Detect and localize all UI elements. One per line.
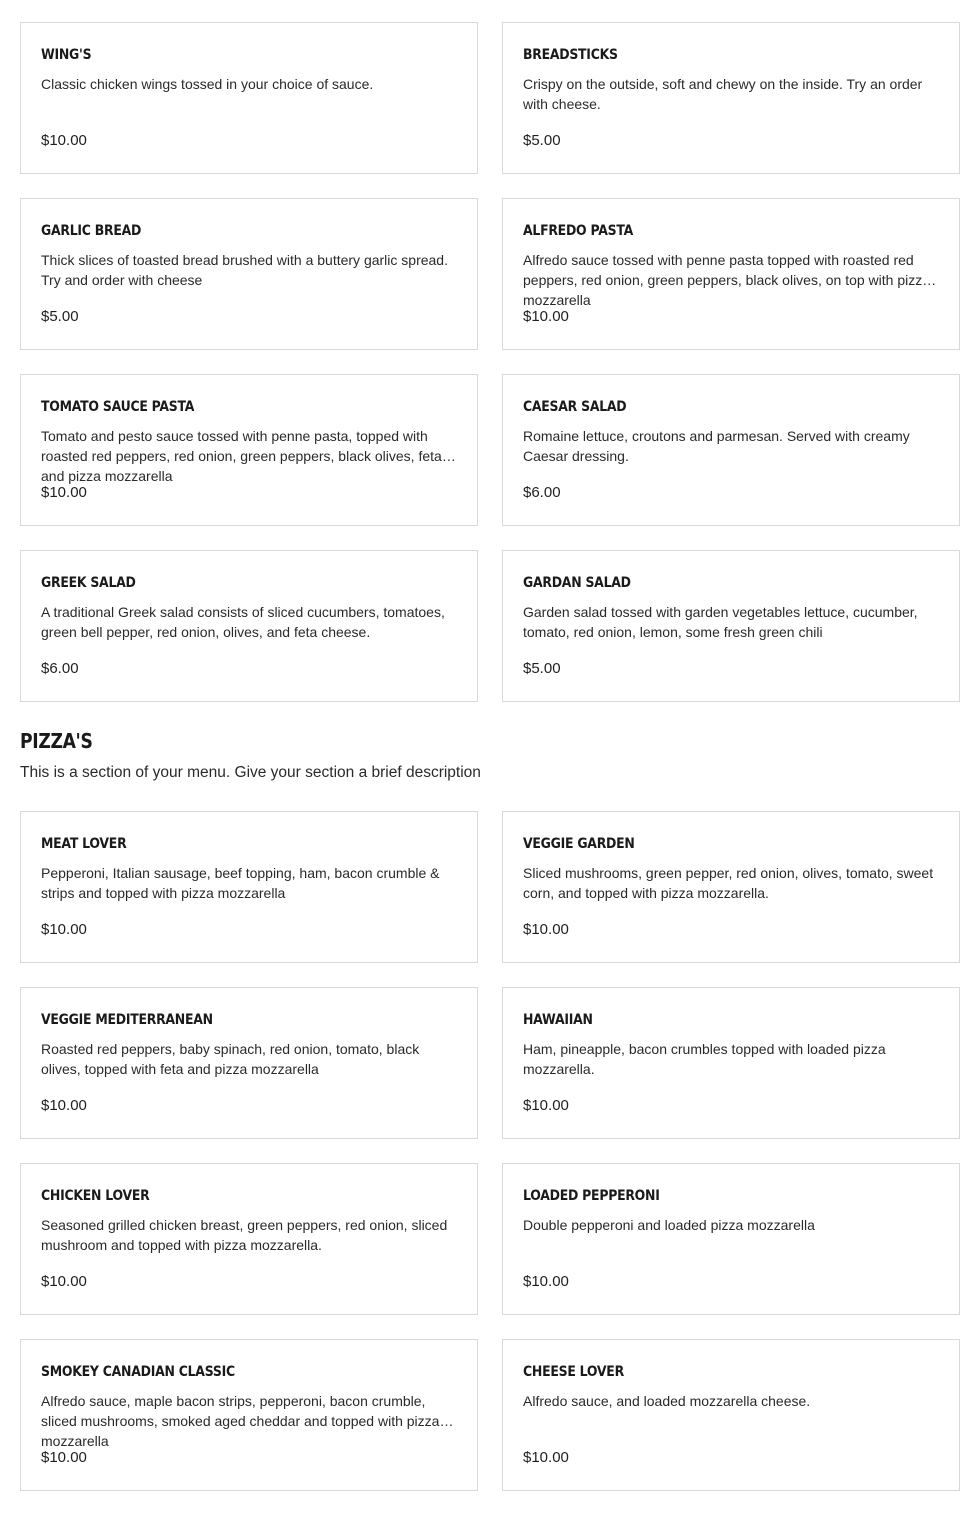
menu-item-price: $10.00 — [41, 132, 87, 149]
menu-item-card[interactable] — [502, 1163, 960, 1315]
menu-item-card[interactable] — [20, 374, 478, 526]
menu-item-name: LOADED PEPPERONI — [523, 1188, 660, 1204]
menu-item-name: BREADSTICKS — [523, 47, 618, 63]
menu-item-name: GREEK SALAD — [41, 575, 136, 591]
menu-item-description: Tomato and pesto sauce tossed with penne pasta, topped with roasted red peppers, red onion, green peppers, black olives, feta and pizza mozzarella — [41, 428, 442, 484]
menu-item-card[interactable] — [502, 987, 960, 1139]
menu-item-card[interactable] — [502, 22, 960, 174]
menu-item-description: Ham, pineapple, bacon crumbles topped with loaded pizza mozzarella. — [523, 1041, 886, 1077]
menu-item-description: Alfredo sauce tossed with penne pasta topped with roasted red peppers, red onion, green peppers, black olives, on top with pizza mozzarella — [523, 252, 931, 308]
menu-item-name: WING'S — [41, 47, 92, 63]
menu-item-card[interactable] — [502, 550, 960, 702]
menu-item-card[interactable] — [20, 811, 478, 963]
menu-item-card[interactable] — [20, 1163, 478, 1315]
menu-item-description: A traditional Greek salad consists of sliced cucumbers, tomatoes, green bell pepper, red onion, olives, and feta cheese. — [41, 604, 445, 640]
menu-item-name: GARLIC BREAD — [41, 223, 142, 239]
menu-item-price: $10.00 — [41, 484, 87, 501]
menu-item-price: $10.00 — [523, 1273, 569, 1290]
menu-item-card[interactable] — [502, 811, 960, 963]
menu-item-price: $10.00 — [523, 308, 569, 325]
menu-item-card[interactable] — [502, 374, 960, 526]
menu-item-card[interactable] — [20, 198, 478, 350]
menu-item-card[interactable] — [20, 1339, 478, 1491]
menu-item-name: VEGGIE GARDEN — [523, 836, 635, 852]
menu-item-card[interactable] — [20, 550, 478, 702]
menu-item-price: $10.00 — [41, 1273, 87, 1290]
menu-item-description: Pepperoni, Italian sausage, beef topping, ham, bacon crumble & strips and topped with pizza mozzarella — [41, 865, 440, 901]
menu-item-description: Thick slices of toasted bread brushed with a buttery garlic spread. Try and order with cheese — [41, 252, 448, 288]
menu-item-description: Sliced mushrooms, green pepper, red onion, olives, tomato, sweet corn, and topped with pizza mozzarella. — [523, 865, 934, 901]
menu-item-name: ALFREDO PASTA — [523, 223, 633, 239]
menu-items-grid — [20, 22, 960, 702]
menu-item-name: GARDAN SALAD — [523, 575, 631, 591]
menu-item-price: $5.00 — [41, 308, 79, 325]
menu-item-name: SMOKEY CANADIAN CLASSIC — [41, 1364, 235, 1380]
pizza-items-grid — [20, 811, 960, 1491]
menu-item-description: Romaine lettuce, croutons and parmesan. Served with creamy Caesar dressing. — [523, 428, 910, 464]
menu-item-name: CHEESE LOVER — [523, 1364, 624, 1380]
menu-item-price: $5.00 — [523, 132, 561, 149]
pizza-section-header — [20, 729, 960, 783]
menu-item-price: $10.00 — [523, 1449, 569, 1466]
menu-item-price: $10.00 — [523, 1097, 569, 1114]
menu-item-price: $5.00 — [523, 660, 561, 677]
section-title: PIZZA'S — [20, 729, 93, 753]
menu-item-price: $6.00 — [41, 660, 79, 677]
menu-item-description: Seasoned grilled chicken breast, green peppers, red onion, sliced mushroom and topped with pizza mozzarella. — [41, 1217, 448, 1253]
menu-item-card[interactable] — [20, 22, 478, 174]
menu-item-name: CAESAR SALAD — [523, 399, 627, 415]
menu-item-description: Alfredo sauce, maple bacon strips, pepperoni, bacon crumble, sliced mushrooms, smoked aged cheddar and topped with pizza mozzarella — [41, 1393, 440, 1449]
menu-item-description: Classic chicken wings tossed in your choice of sauce. — [41, 76, 374, 92]
menu-item-description: Alfredo sauce, and loaded mozzarella cheese. — [523, 1393, 811, 1409]
menu-item-price: $10.00 — [41, 1097, 87, 1114]
menu-item-card[interactable] — [502, 1339, 960, 1491]
menu-item-price: $10.00 — [523, 921, 569, 938]
menu-item-card[interactable] — [20, 987, 478, 1139]
menu-item-name: TOMATO SAUCE PASTA — [41, 399, 195, 415]
menu-item-card[interactable] — [502, 198, 960, 350]
menu-item-name: HAWAIIAN — [523, 1012, 593, 1028]
menu-item-name: VEGGIE MEDITERRANEAN — [41, 1012, 213, 1028]
menu-item-description: Roasted red peppers, baby spinach, red onion, tomato, black olives, topped with feta and pizza mozzarella — [41, 1041, 420, 1077]
section-description: This is a section of your menu. Give your section a brief description — [20, 764, 481, 781]
menu-item-name: CHICKEN LOVER — [41, 1188, 150, 1204]
menu-item-name: MEAT LOVER — [41, 836, 127, 852]
menu-item-description: Crispy on the outside, soft and chewy on the inside. Try an order with cheese. — [523, 76, 923, 112]
menu-item-price: $6.00 — [523, 484, 561, 501]
menu-item-description: Garden salad tossed with garden vegetables lettuce, cucumber, tomato, red onion, lemon, some fresh green chili — [523, 604, 918, 640]
menu-item-price: $10.00 — [41, 1449, 87, 1466]
menu-item-description: Double pepperoni and loaded pizza mozzarella — [523, 1217, 815, 1233]
menu-item-price: $10.00 — [41, 921, 87, 938]
